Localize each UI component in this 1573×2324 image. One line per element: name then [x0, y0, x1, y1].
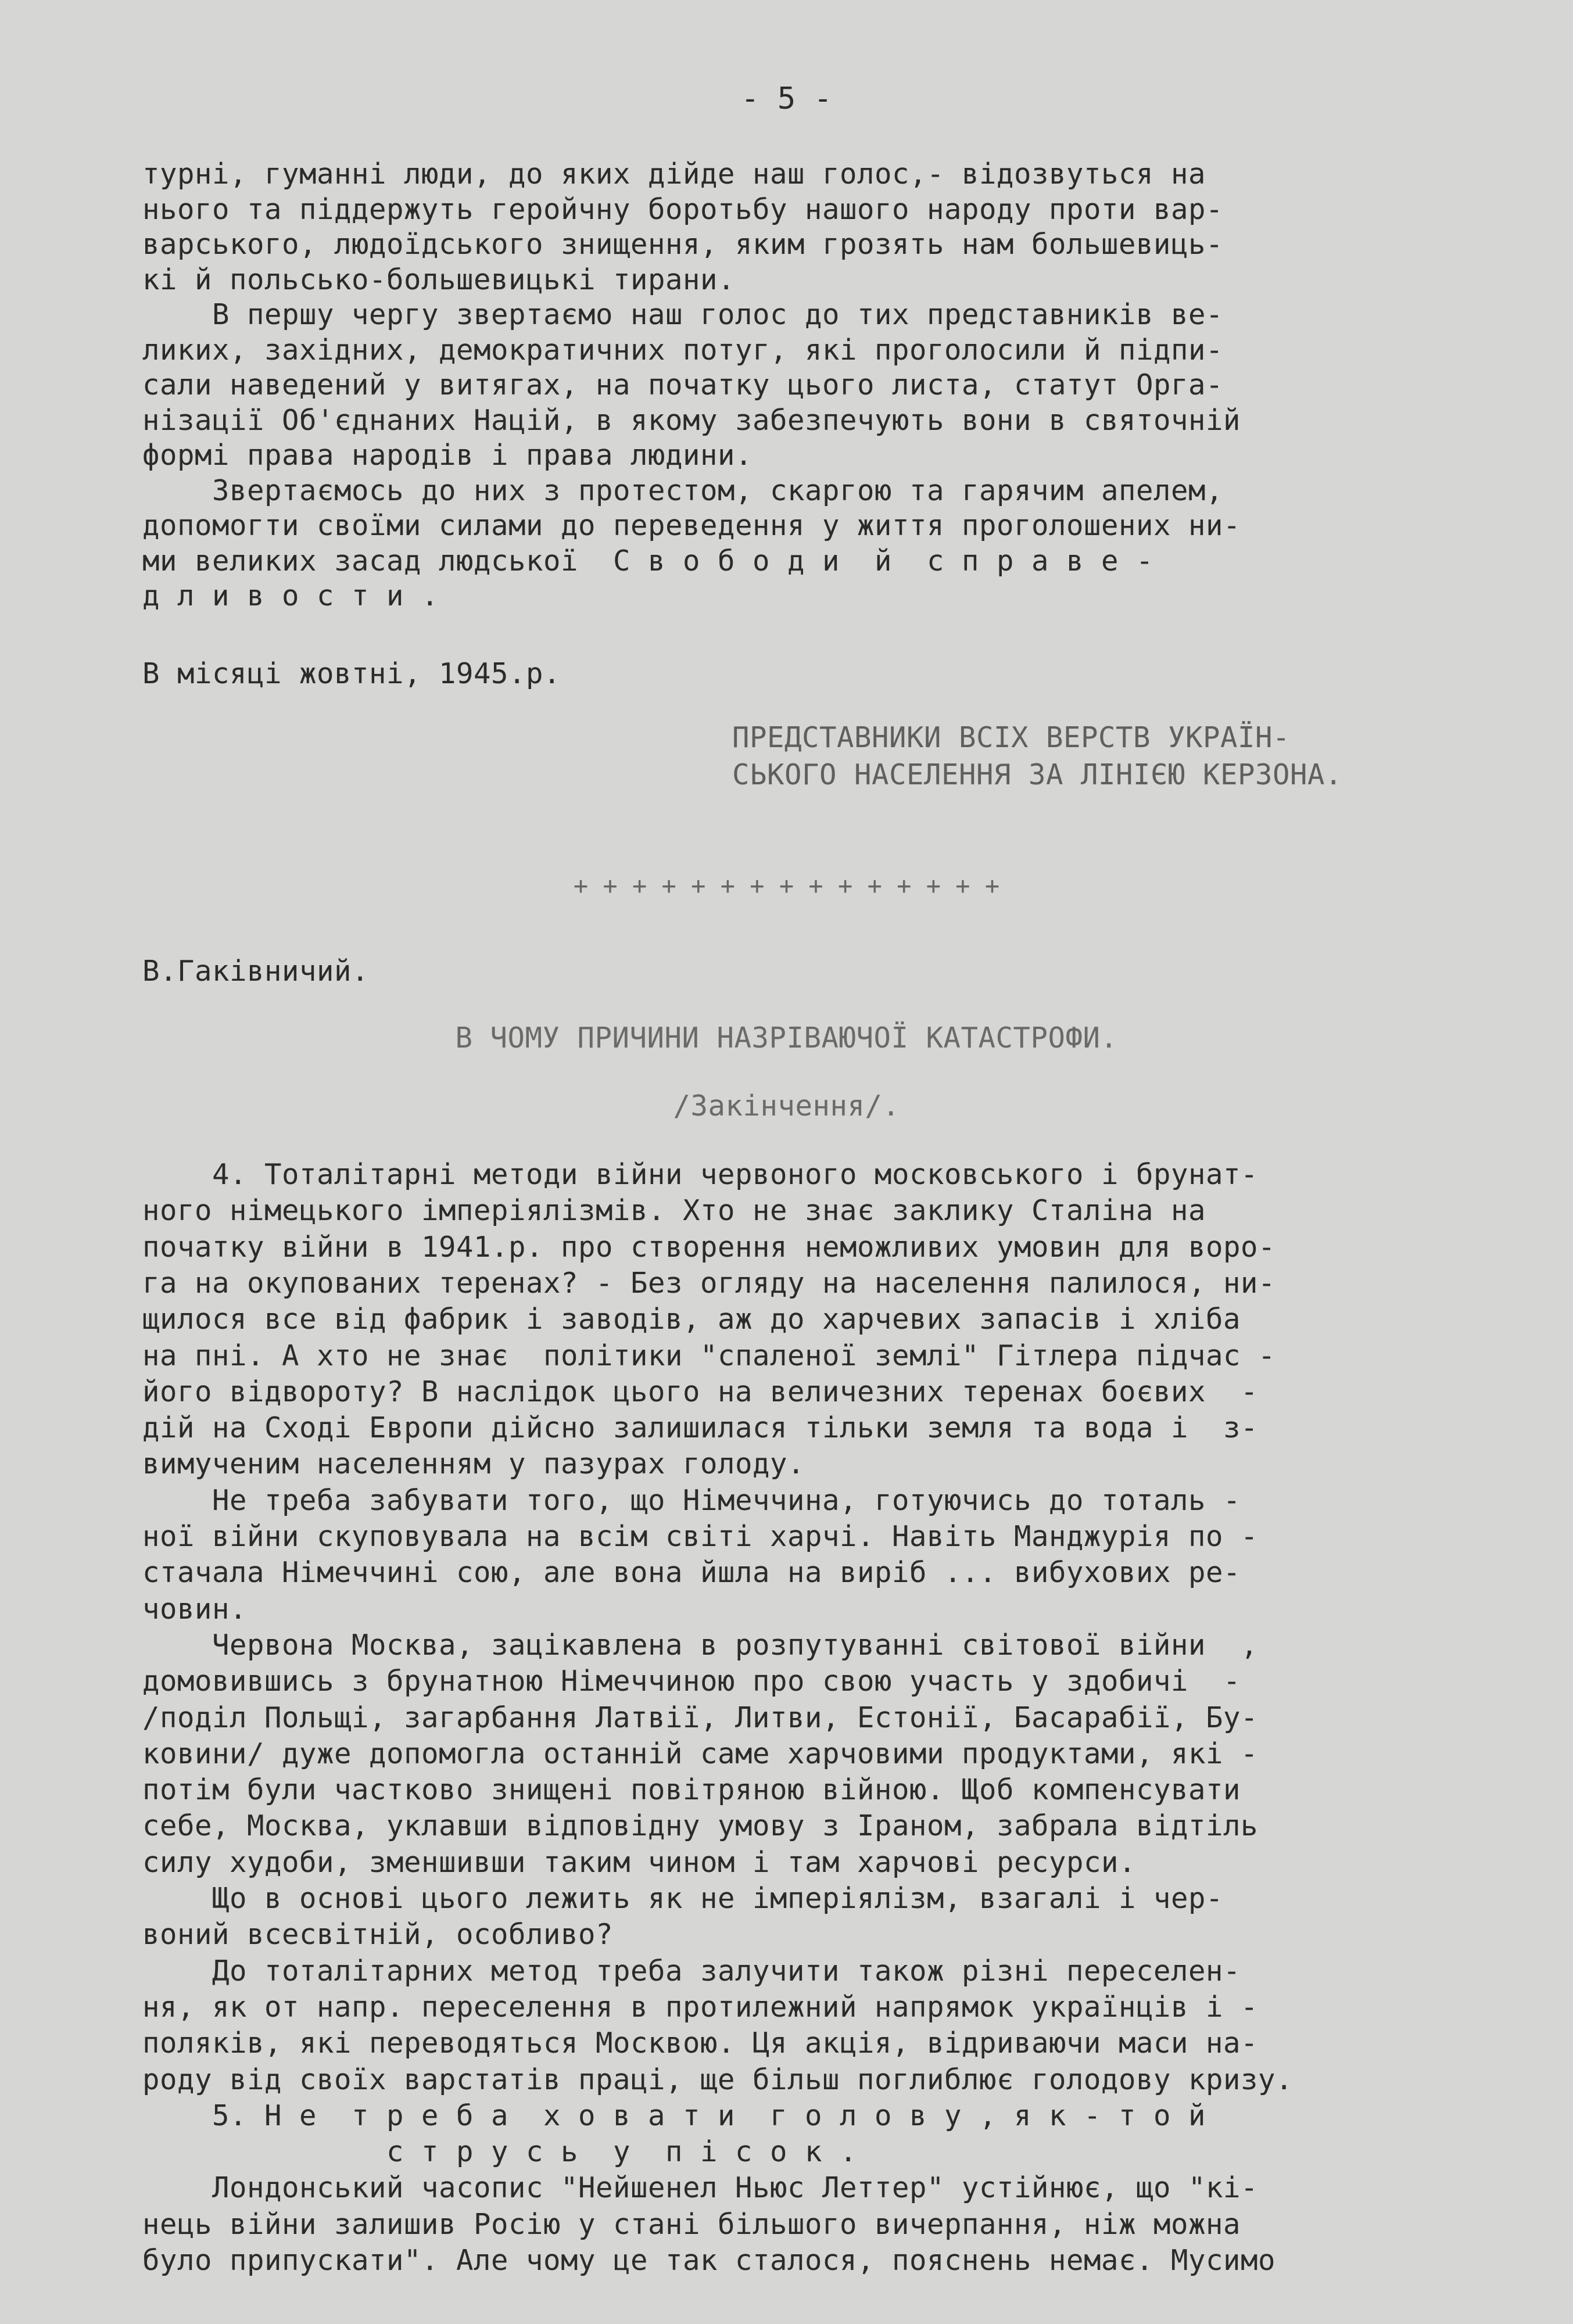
article-body-line: роду від своїх варстатів праці, ще більш поглиблює голодову кризу. — [142, 2063, 1293, 2096]
article-subtitle: /Закінчення/. — [673, 1089, 900, 1122]
article-body-line: себе, Москва, уклавши відповідну умову з Іраном, забрала відтіль — [142, 1809, 1259, 1843]
article-body-line: 5. Н е т р е б а х о в а т и г о л о в у , я к - т о й — [142, 2099, 1206, 2132]
article-body-line: його відвороту? В наслідок цього на величезних теренах боєвих - — [142, 1375, 1259, 1408]
intro-paragraph-line: В першу чергу звертаємо наш голос до тих представників ве- — [142, 298, 1224, 331]
intro-paragraph-line: нізації Об'єднаних Націй, в якому забезпечують вони в святочній — [142, 403, 1241, 437]
article-body-line: нець війни залишив Росію у стані більшого вичерпання, ніж можна — [142, 2207, 1241, 2241]
intro-paragraph-line: сали наведений у витягах, на початку цього листа, статут Орга- — [142, 368, 1224, 401]
article-body-line: було припускати". Але чому це так сталося, пояснень немає. Мусимо — [142, 2244, 1276, 2277]
article-body-line: /поділ Польщі, загарбання Латвії, Литви, Естонії, Басарабії, Бу- — [142, 1701, 1259, 1734]
article-body-line: воний всесвітній, особливо? — [142, 1918, 614, 1952]
section-divider: + + + + + + + + + + + + + + + — [573, 871, 1000, 900]
article-body-line: вимученим населенням у пазурах голоду. — [142, 1447, 805, 1481]
signature-line-1: ПРЕДСТАВНИКИ ВСІХ ВЕРСТВ УКРАЇН- — [732, 721, 1291, 754]
intro-paragraph-line: кі й польсько-большевицькі тирани. — [142, 263, 736, 296]
article-body-line: початку війни в 1941.р. про створення неможливих умовин для воро- — [142, 1230, 1276, 1264]
article-body-line: щилося все від фабрик і заводів, аж до харчевих запасів і хліба — [142, 1303, 1241, 1336]
article-body-line: човин. — [142, 1592, 248, 1626]
article-body-line: га на окупованих теренах? - Без огляду на населення палилося, ни- — [142, 1266, 1276, 1300]
article-body-line: стачала Німеччині сою, але вона йшла на виріб ... вибухових ре- — [142, 1556, 1241, 1590]
article-body-line: дій на Сході Европи дійсно залишилася тільки земля та вода і з- — [142, 1411, 1259, 1445]
signature-line-2: СЬКОГО НАСЕЛЕННЯ ЗА ЛІНІЄЮ КЕРЗОНА. — [732, 758, 1343, 791]
article-body-line: с т р у с ь у п і с о к . — [142, 2135, 858, 2169]
article-body-line: ного німецького імперіялізмів. Хто не знає заклику Сталіна на — [142, 1194, 1206, 1228]
article-body-line: домовившись з брунатною Німеччиною про свою участь у здобичі - — [142, 1665, 1241, 1698]
article-body-line: 4. Тоталітарні методи війни червоного московського і брунат- — [142, 1158, 1259, 1191]
page-number: - 5 - — [741, 81, 832, 116]
article-body-line: ковини/ дуже допомогла останній саме харчовими продуктами, які - — [142, 1737, 1259, 1770]
article-body-line: Не треба забувати того, що Німеччина, готуючись до тоталь - — [142, 1483, 1241, 1517]
intro-paragraph-line: нього та піддержуть геройчну боротьбу нашого народу проти вар- — [142, 192, 1224, 226]
article-body-line: поляків, які переводяться Москвою. Ця акція, відриваючи маси на- — [142, 2027, 1259, 2060]
intro-paragraph-line: турні, гуманні люди, до яких дійде наш голос,- відозвуться на — [142, 157, 1206, 191]
intro-paragraph-line: ликих, західних, демократичних потуг, які проголосили й підпи- — [142, 333, 1224, 367]
article-body-line: силу худоби, зменшивши таким чином і там харчові ресурси. — [142, 1845, 1137, 1879]
article-body-line: ної війни скуповувала на всім світі харчі. Навіть Манджурія по - — [142, 1520, 1259, 1553]
intro-paragraph-line: д л и в о с т и . — [142, 579, 439, 612]
intro-paragraph-line: допомогти своїми силами до переведення у життя проголошених ни- — [142, 509, 1241, 542]
intro-paragraph-line: ми великих засад людської С в о б о д и й с п р а в е - — [142, 544, 1154, 578]
date-line: В місяці жовтні, 1945.р. — [142, 657, 561, 690]
article-body-line: потім були частково знищені повітряною війною. Щоб компенсувати — [142, 1773, 1241, 1807]
article-body-line: Що в основі цього лежить як не імперіялізм, взагалі і чер- — [142, 1882, 1224, 1915]
article-body-line: Лондонський часопис "Нейшенел Ньюс Леттер" устійнює, що "кі- — [142, 2171, 1259, 2205]
article-body-line: Червона Москва, зацікавлена в розпутуванні світової війни , — [142, 1628, 1259, 1662]
intro-paragraph-line: формі права народів і права людини. — [142, 439, 753, 472]
article-title: В ЧОМУ ПРИЧИНИ НАЗРІВАЮЧОЇ КАТАСТРОФИ. — [455, 1021, 1118, 1055]
article-body-line: на пні. А хто не знає політики "спаленої землі" Гітлера підчас - — [142, 1339, 1276, 1372]
article-body-line: До тоталітарних метод треба залучити також різні переселен- — [142, 1954, 1241, 1988]
intro-paragraph-line: варського, людоїдського знищення, яким грозять нам большевиць- — [142, 228, 1224, 261]
intro-paragraph-line: Звертаємось до них з протестом, скаргою та гарячим апелем, — [142, 474, 1224, 507]
article-body-line: ня, як от напр. переселення в протилежний напрямок українців і - — [142, 1990, 1259, 2024]
article-author: В.Гаківничий. — [142, 955, 370, 988]
